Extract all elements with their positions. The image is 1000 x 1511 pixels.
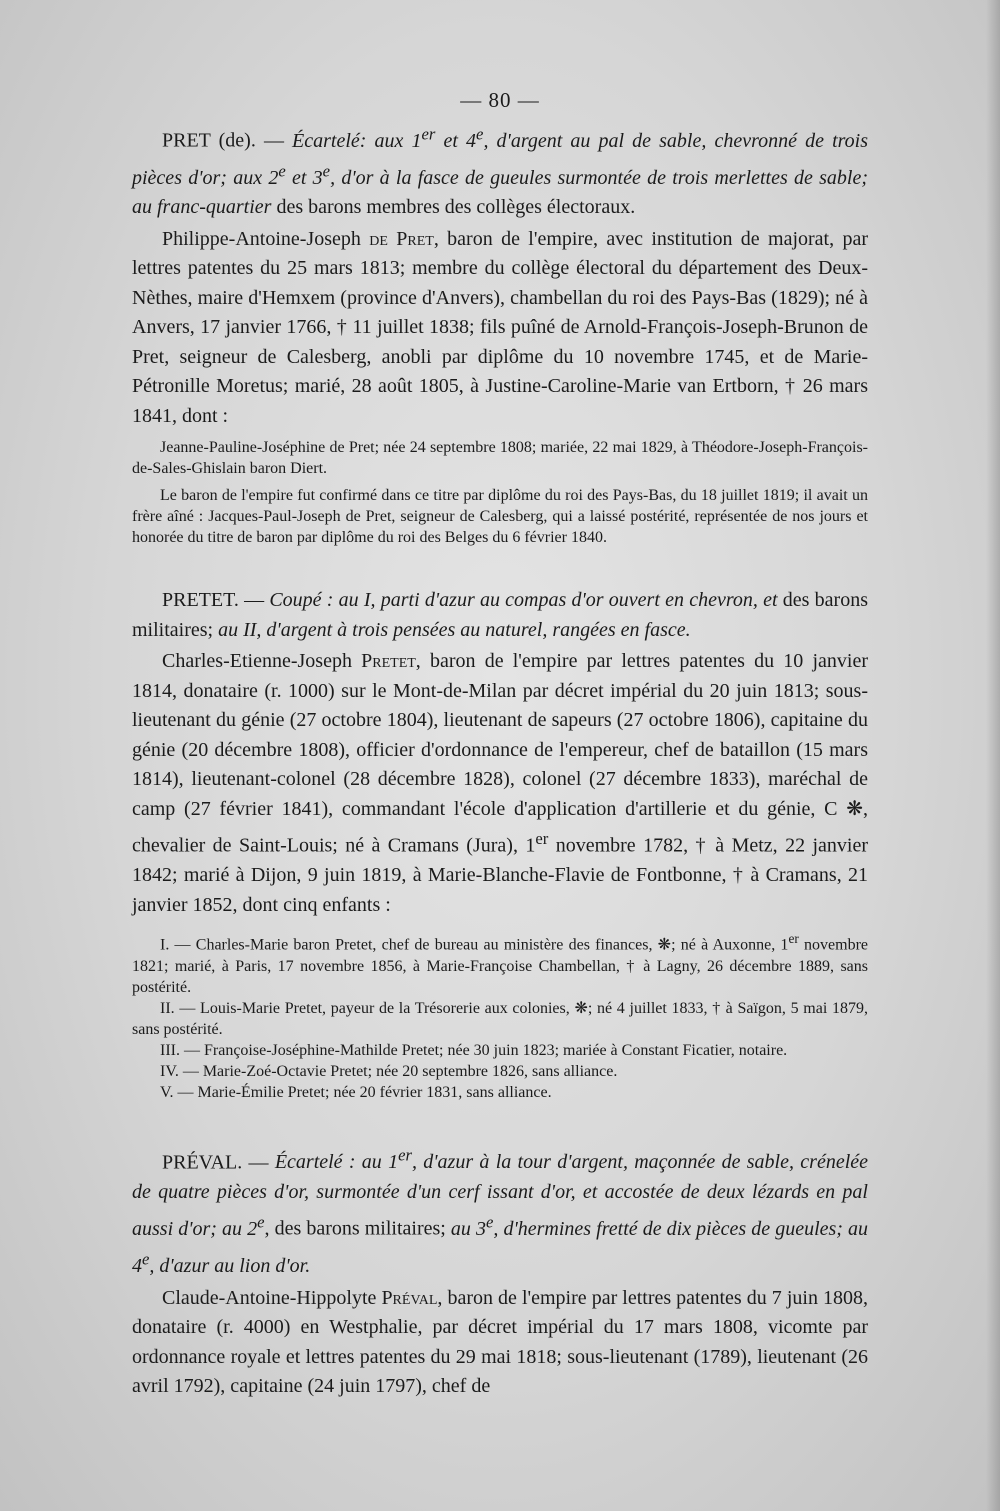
entry-pretet-name: PRETET. (162, 589, 239, 612)
list-item: II. — Louis-Marie Pretet, payeur de la Trésorerie aux colonies, ❋; né 4 juillet 1833, † à Saïgon, 5 mai 1879, sans postérité. (132, 999, 868, 1038)
list-item: I. — Charles-Marie baron Pretet, chef de bureau au ministère des finances, ❋; né à Auxonne, 1er novembre 1821; marié, à Paris, 17 novembre 1856, à Marie-Françoise Chambellan, † à Lagny, 26 décembre 1889, sans postérité. (132, 931, 869, 996)
entry-preval-bio-name: Préval (381, 1286, 438, 1309)
entry-pret-blazon: Écartelé: aux 1er et 4e, d'argent au pal de sable, chevronné de trois pièces d'or; aux 2e et 3e, d'or à la fasce de gueules surmontée de trois merlettes de sable; au franc-quartier (132, 124, 869, 219)
entry-preval-biography: Claude-Antoine-Hippolyte Préval, baron de l'empire par lettres patentes du 7 juin 1808, donataire (r. 4000) en Westphalie, par décret impérial du 17 mars 1808, vicomte par ordonnance royale et lettres patentes du 29 mai 1818; sous-lieutenant (1789), lieutenant (26 avril 1792), capitaine (24 juin 1797), chef de (132, 1286, 868, 1398)
list-item: IV. — Marie-Zoé-Octavie Pretet; née 20 septembre 1826, sans alliance. (160, 1062, 618, 1080)
page-edge-shadow (986, 0, 1000, 1511)
entry-preval-heraldry: PRÉVAL. — Écartelé : au 1er, d'azur à la tour d'argent, maçonnée de sable, crénelée de quatre pièces d'or, surmontée d'un cerf issant d'or, et accostée de deux lézards en pal aussi d'or; au 2e, des barons militaires; au 3e, d'hermines fretté de dix pièces de gueules; au 4e, d'azur au lion d'or. (132, 1145, 869, 1278)
entry-pret-heraldry: PRET (de). — Écartelé: aux 1er et 4e, d'argent au pal de sable, chevronné de trois pièces d'or; aux 2e et 3e, d'or à la fasce de gueules surmontée de trois merlettes de sable; au franc-quartier des barons membres des collèges électoraux. (132, 124, 869, 219)
entry-pret-name: PRET (de). (162, 129, 256, 152)
entry-pretet-heraldry: PRETET. — Coupé : au I, parti d'azur au compas d'or ouvert en chevron, et des barons militaires; au II, d'argent à trois pensées au naturel, rangées en fasce. (132, 589, 868, 641)
list-item: V. — Marie-Émilie Pretet; née 20 février 1831, sans alliance. (160, 1083, 552, 1101)
entry-pretet-biography: Charles-Etienne-Joseph Pretet, baron de l'empire par lettres patentes du 10 janvier 1814, donataire (r. 1000) sur le Mont-de-Milan par décret impérial du 20 juin 1813; sous-lieutenant du génie (27 octobre 1804), lieutenant de sapeurs (27 octobre 1806), capitaine du génie (20 décembre 1808), officier d'ordonnance de l'empereur, chef de bataillon (15 mars 1814), lieutenant-colonel (28 décembre 1828), colonel (27 décembre 1833), maréchal de camp (27 février 1841), commandant l'école d'application d'artillerie et du génie, C ❋, chevalier de Saint-Louis; né à Cramans (Jura), 1er novembre 1782, † à Metz, 22 janvier 1842; marié à Dijon, 9 juin 1819, à Marie-Blanche-Flavie de Fontbonne, † à Cramans, 21 janvier 1852, dont cinq enfants : (132, 650, 868, 916)
entry-pret-bio-name: de Pret (369, 227, 434, 250)
entry-preval-name: PRÉVAL. (162, 1151, 243, 1174)
entry-pret-biography: Philippe-Antoine-Joseph de Pret, baron de l'empire, avec institution de majorat, par lettres patentes du 25 mars 1813; membre du collège électoral du département des Deux-Nèthes, maire d'Hemxem (province d'Anvers), chambellan du roi des Pays-Bas (1829); né à Anvers, 17 janvier 1766, † 11 juillet 1838; fils puîné de Arnold-François-Joseph-Brunon de Pret, seigneur de Calesberg, anobli par diplôme du 10 novembre 1745, et de Marie-Pétronille Moretus; marié, 28 août 1805, à Justine-Caroline-Marie van Ertborn, † 26 mars 1841, dont : (132, 227, 869, 427)
page-number: — 80 — (460, 88, 540, 112)
entry-pret-child: Jeanne-Pauline-Joséphine de Pret; née 24 septembre 1808; mariée, 22 mai 1829, à Théodore-Joseph-François-de-Sales-Ghislain baron Diert. (132, 439, 868, 478)
entry-pretet-bio-name: Pretet (361, 650, 416, 673)
entry-pret-note: Le baron de l'empire fut confirmé dans ce titre par diplôme du roi des Pays-Bas, du 18 juillet 1819; il avait un frère aîné : Jacques-Paul-Joseph de Pret, seigneur de Calesberg, qui a laissé postérité, représentée de nos jours et honorée du titre de baron par diplôme du roi des Belges du 6 février 1840. (132, 487, 868, 547)
entry-pretet-children (132, 928, 868, 1102)
list-item: III. — Françoise-Joséphine-Mathilde Pretet; née 30 juin 1823; mariée à Constant Ficatier, notaire. (160, 1041, 788, 1059)
